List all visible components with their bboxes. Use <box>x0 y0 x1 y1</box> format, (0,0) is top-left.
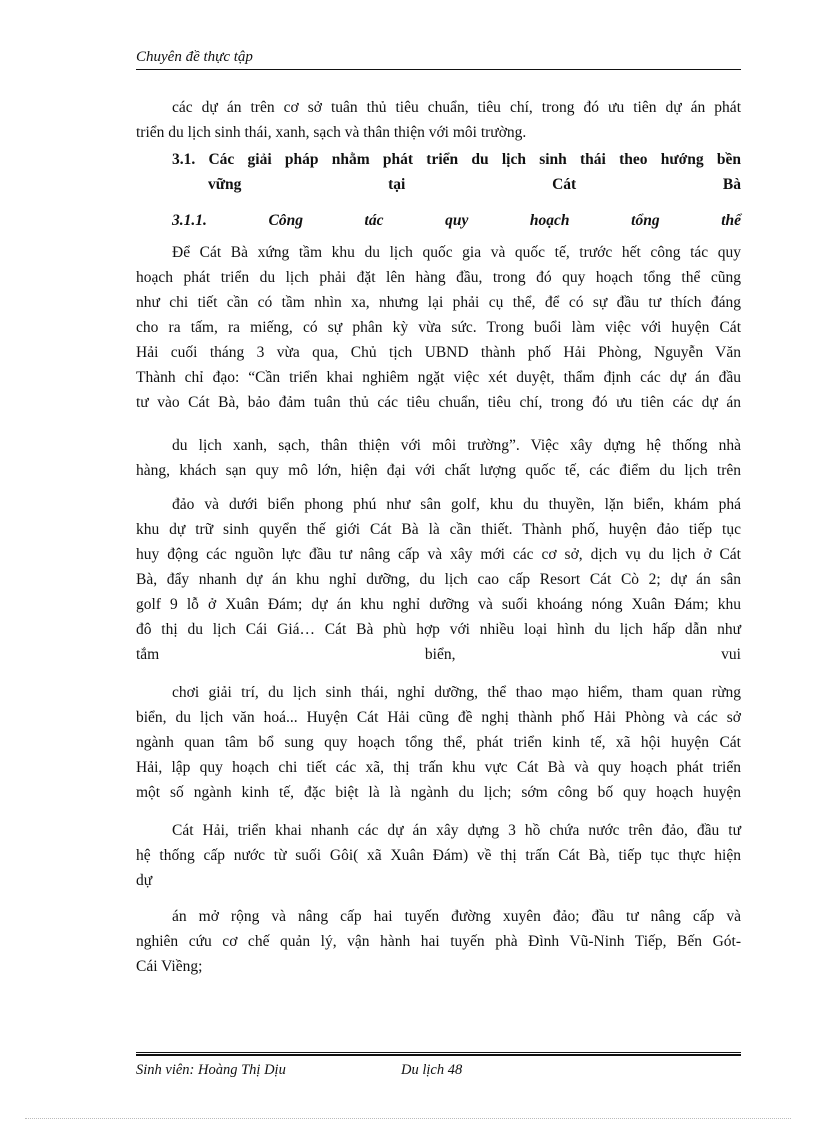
paragraph-line: Thành chỉ đạo: “Cần triển khai nghiêm ngặt việc xét duyệt, thẩm định các dự án đầu <box>136 369 741 386</box>
paragraph-line: biển, du lịch văn hoá... Huyện Cát Hải cũng đề nghị thành phố Hải Phòng và các sở <box>136 709 741 726</box>
paragraph-line: như chi tiết cần có tầm nhìn xa, nhưng lại phải cụ thể, để có sự đầu tư thích đáng <box>136 294 741 311</box>
section-heading-line: vững tại Cát Bà <box>208 176 741 193</box>
page-header <box>136 48 741 72</box>
paragraph-line: Hải cuối tháng 3 vừa qua, Chủ tịch UBND thành phố Hải Phòng, Nguyễn Văn <box>136 344 741 361</box>
header-title: Chuyên đề thực tập <box>136 49 253 65</box>
paragraph-line: nghiên cứu cơ chế quản lý, vận hành hai tuyến phà Đình Vũ-Ninh Tiếp, Bến Gót- <box>136 933 741 950</box>
paragraph <box>136 680 741 805</box>
footer-divider <box>136 1052 741 1053</box>
section-heading-line: 3.1. Các giải pháp nhằm phát triển du lịch sinh thái theo hướng bền <box>172 151 741 168</box>
paragraph-line: tư vào Cát Bà, bảo đảm tuân thủ các tiêu chuẩn, tiêu chí, trong đó ưu tiên các dự án <box>136 394 741 411</box>
paragraph-line: tắm biển, vui <box>136 646 741 663</box>
intro-line: các dự án trên cơ sở tuân thủ tiêu chuẩn, tiêu chí, trong đó ưu tiên dự án phát <box>172 99 741 116</box>
intro-line: triển du lịch sinh thái, xanh, sạch và thân thiện với môi trường. <box>136 124 527 141</box>
paragraph-line: một số ngành kinh tế, đặc biệt là là ngành du lịch; sớm công bố quy hoạch huyện <box>136 784 741 801</box>
footer-student: Sinh viên: Hoàng Thị Dịu <box>136 1062 286 1078</box>
paragraph-line: Hải, lập quy hoạch chi tiết các xã, thị trấn khu vực Cát Bà và quy hoạch phát triển <box>136 759 741 776</box>
section-heading <box>136 147 741 197</box>
page-footer <box>136 1052 741 1080</box>
paragraph-line: cho ra tấm, ra miếng, có sự phân kỳ vừa sức. Trong buổi làm việc với huyện Cát <box>136 319 741 336</box>
subsection-heading-block <box>136 208 741 233</box>
page-edge <box>25 1118 791 1119</box>
paragraph-line: Cát Hải, triển khai nhanh các dự án xây dựng 3 hồ chứa nước trên đảo, đầu tư <box>172 822 741 839</box>
paragraph-line: huy động các nguồn lực đầu tư nâng cấp và xây mới các cơ sở, dịch vụ du lịch ở Cát <box>136 546 741 563</box>
paragraph-line: Bà, đẩy nhanh dự án khu nghỉ dưỡng, du lịch cao cấp Resort Cát Cò 2; dự án sân <box>136 571 741 588</box>
paragraph-line: án mở rộng và nâng cấp hai tuyến đường xuyên đảo; đầu tư nâng cấp và <box>172 908 741 925</box>
paragraph-line: ngành quan tâm bổ sung quy hoạch tổng thể, phát triển kinh tế, xã hội huyện Cát <box>136 734 741 751</box>
footer-row <box>136 1056 741 1080</box>
paragraph-line: đảo và dưới biển phong phú như sân golf, khu du thuyền, lặn biển, khám phá <box>172 496 741 513</box>
intro-paragraph <box>136 95 741 145</box>
paragraph <box>136 492 741 667</box>
subsection-heading: 3.1.1. Công tác quy hoạch tổng thể <box>172 212 741 229</box>
paragraph-line: golf 9 lỗ ở Xuân Đám; dự án khu nghỉ dưỡng và suối khoáng nóng Xuân Đám; khu <box>136 596 741 613</box>
paragraph <box>136 240 741 415</box>
paragraph-line: Cái Viềng; <box>136 958 203 975</box>
paragraph-line: dự <box>136 872 153 889</box>
header-divider <box>136 69 741 70</box>
paragraph-line: du lịch xanh, sạch, thân thiện với môi trường”. Việc xây dựng hệ thống nhà <box>172 437 741 454</box>
footer-class: Du lịch 48 <box>401 1062 463 1078</box>
paragraph-line: đô thị du lịch Cái Giá… Cát Bà phù hợp với nhiều loại hình du lịch hấp dẫn như <box>136 621 741 638</box>
paragraph-line: hàng, khách sạn quy mô lớn, hiện đại với chất lượng quốc tế, các điểm du lịch trên <box>136 462 741 479</box>
paragraph-line: Để Cát Bà xứng tầm khu du lịch quốc gia và quốc tế, trước hết công tác quy <box>172 244 741 261</box>
paragraph-line: hệ thống cấp nước từ suối Gôi( xã Xuân Đám) về thị trấn Cát Bà, tiếp tục thực hiện <box>136 847 741 864</box>
paragraph-line: khu dự trữ sinh quyển thế giới Cát Bà là cần thiết. Thành phố, huyện đảo tiếp tục <box>136 521 741 538</box>
paragraph <box>136 818 741 893</box>
paragraph <box>136 904 741 979</box>
paragraph-line: chơi giải trí, du lịch sinh thái, nghỉ dưỡng, thể thao mạo hiểm, tham quan rừng <box>172 684 741 701</box>
paragraph <box>136 433 741 483</box>
paragraph-line: hoạch phát triển du lịch phải đặt lên hàng đầu, trong đó quy hoạch tổng thể cũng <box>136 269 741 286</box>
